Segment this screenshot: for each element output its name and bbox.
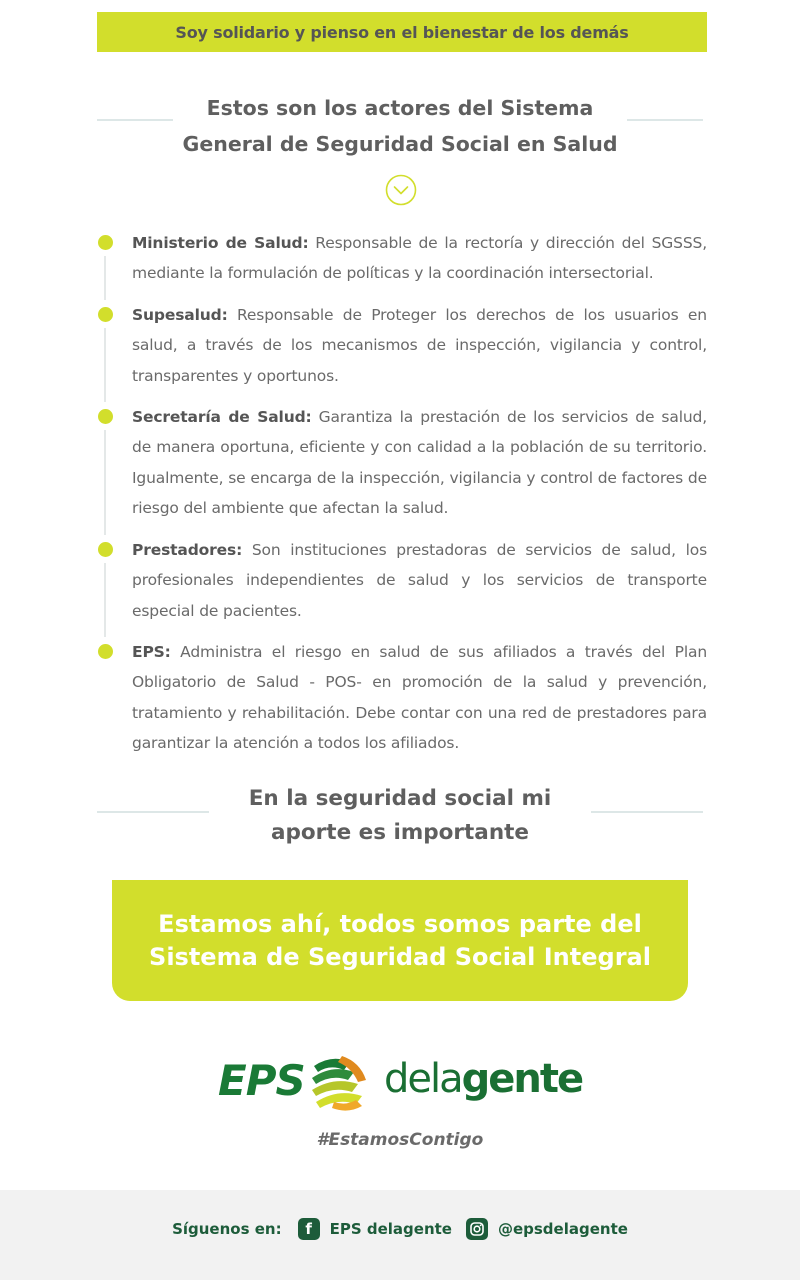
section-title-contribution xyxy=(0,782,800,850)
actor-label: Ministerio de Salud: xyxy=(132,234,309,252)
actor-label: Supesalud: xyxy=(132,306,228,324)
eps-delagente-logo xyxy=(218,1050,588,1120)
list-item xyxy=(97,402,707,535)
logo-eps-text: EPS xyxy=(218,1056,305,1105)
actor-description: Garantiza la prestación de los servicios de salud, de manera oportuna, eficiente y con calidad a la población de su territorio. Igualmente, se encarga de la inspección, vigilancia y control de factores de riesgo del ambiente que afectan la salud. xyxy=(132,408,707,517)
bullet-dot xyxy=(98,644,113,659)
facebook-name: EPS delagente xyxy=(329,1220,452,1238)
instagram-handle: @epsdelagente xyxy=(497,1220,628,1238)
actor-label: Secretaría de Salud: xyxy=(132,408,312,426)
facebook-icon: f xyxy=(298,1218,320,1240)
instagram-link[interactable] xyxy=(466,1218,628,1240)
list-item xyxy=(97,637,707,759)
hands-logo-icon xyxy=(304,1050,372,1118)
cta-line2: Sistema de Seguridad Social Integral xyxy=(149,942,651,971)
footer-social xyxy=(0,1190,800,1268)
section-title-line1: Estos son los actores del Sistema xyxy=(206,96,594,120)
timeline-line xyxy=(104,563,106,637)
follow-label: Síguenos en: xyxy=(172,1220,282,1238)
section-title-line2: aporte es importante xyxy=(271,820,529,845)
bullet-dot xyxy=(98,542,113,557)
actor-label: Prestadores: xyxy=(132,541,243,559)
actor-description: Responsable de la rectoría y dirección del SGSSS, mediante la formulación de políticas y la coordinación intersectorial. xyxy=(132,234,707,283)
list-item xyxy=(97,300,707,402)
cta-banner xyxy=(112,880,688,1001)
section-title-actors xyxy=(0,90,800,162)
actor-description: Administra el riesgo en salud de sus afiliados a través del Plan Obligatorio de Salud - POS- en promoción de la salud y prevención, tratamiento y rehabilitación. Debe contar con una red de prestadores para garantizar la atención a todos los afiliados. xyxy=(132,643,707,752)
actor-description: Son instituciones prestadoras de servicios de salud, los profesionales independientes de salud y los servicios de transporte especial de pacientes. xyxy=(132,541,707,620)
list-item xyxy=(97,535,707,637)
cta-line1: Estamos ahí, todos somos parte del xyxy=(158,909,642,938)
timeline-line xyxy=(104,328,106,402)
actors-list xyxy=(97,228,707,759)
logo-brand-text: delagente xyxy=(384,1056,583,1102)
top-banner xyxy=(97,12,707,52)
section-title-line1: En la seguridad social mi xyxy=(248,786,552,811)
top-banner-text: Soy solidario y pienso en el bienestar de los demás xyxy=(175,22,629,42)
actor-label: EPS: xyxy=(132,643,171,661)
bullet-dot xyxy=(98,409,113,424)
hashtag-text: #EstamosContigo xyxy=(316,1130,484,1150)
instagram-icon xyxy=(466,1218,488,1240)
timeline-line xyxy=(104,430,106,535)
bullet-dot xyxy=(98,307,113,322)
timeline-line xyxy=(104,256,106,300)
section-title-line2: General de Seguridad Social en Salud xyxy=(182,132,618,156)
list-item xyxy=(97,228,707,300)
bullet-dot xyxy=(98,235,113,250)
footer xyxy=(0,1190,800,1280)
chevron-down-icon xyxy=(385,174,417,206)
actor-description: Responsable de Proteger los derechos de los usuarios en salud, a través de los mecanismos de inspección, vigilancia y control, transparentes y oportunos. xyxy=(132,306,707,385)
facebook-link[interactable] xyxy=(298,1218,452,1240)
